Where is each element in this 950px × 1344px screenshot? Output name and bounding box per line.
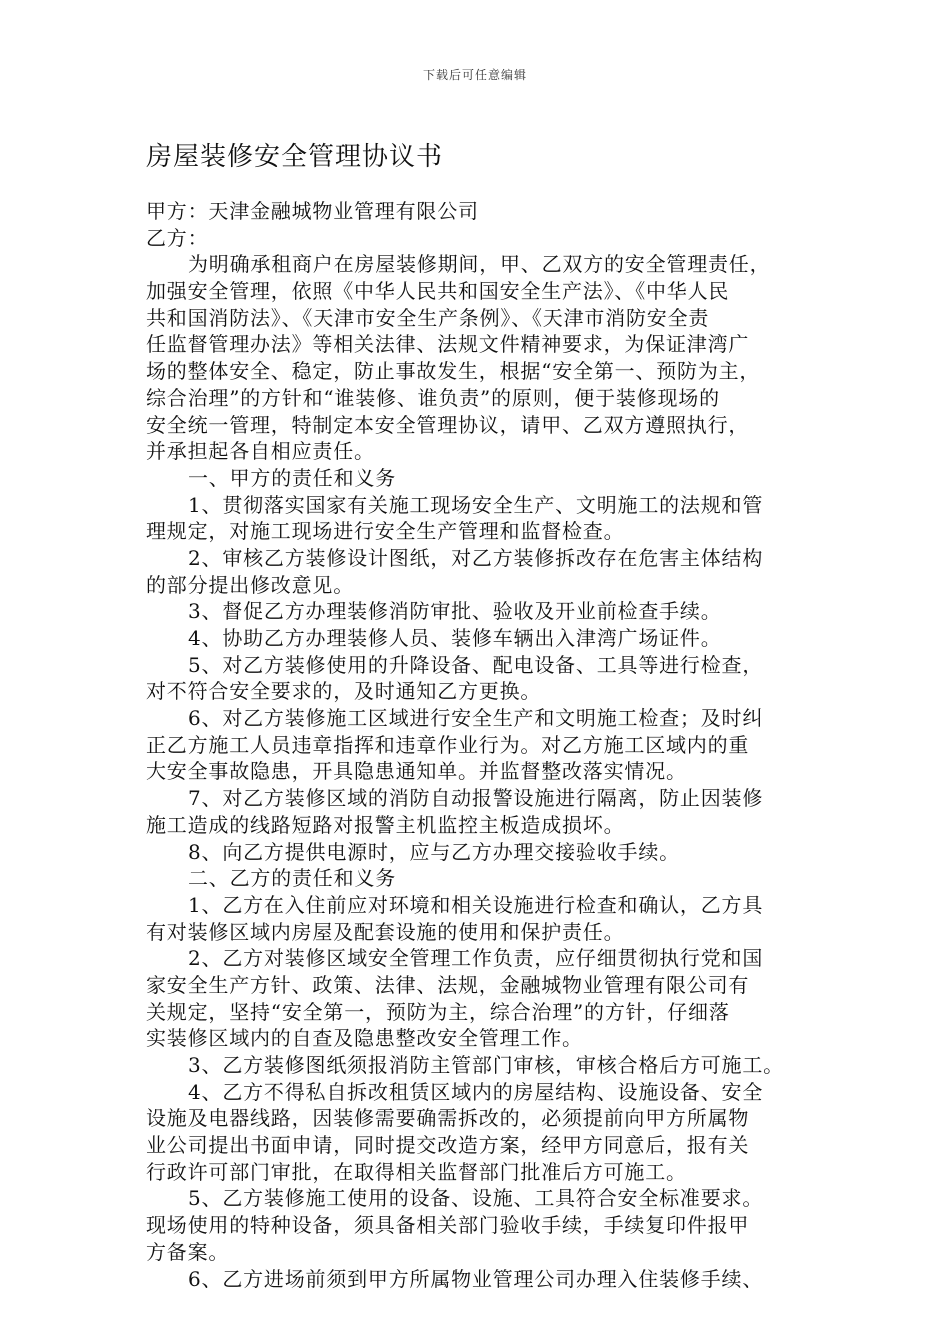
text-line: 现场使用的特种设备，须具备相关部门验收手续，手续复印件报甲: [146, 1213, 750, 1238]
text-line: 8、向乙方提供电源时，应与乙方办理交接验收手续。: [188, 839, 680, 864]
text-line: 为明确承租商户在房屋装修期间，甲、乙双方的安全管理责任，: [188, 252, 771, 277]
text-line: 关规定，坚持“安全第一，预防为主，综合治理”的方针，仔细落: [146, 999, 730, 1024]
text-line: 2、审核乙方装修设计图纸，对乙方装修拆改存在危害主体结构: [188, 545, 764, 570]
text-line: 大安全事故隐患，开具隐患通知单。并监督整改落实情况。: [146, 759, 687, 784]
text-line: 7、对乙方装修区域的消防自动报警设施进行隔离，防止因装修: [188, 786, 764, 811]
text-line: 任监督管理办法》等相关法律、法规文件精神要求，为保证津湾广: [146, 332, 750, 357]
text-line: 设施及电器线路，因装修需要确需拆改的，必须提前向甲方所属物: [146, 1106, 750, 1131]
text-line: 业公司提出书面申请，同时提交改造方案，经甲方同意后，报有关: [146, 1133, 750, 1158]
text-line: 4、乙方不得私自拆改租赁区域内的房屋结构、设施设备、安全: [188, 1079, 764, 1104]
text-line: 有对装修区域内房屋及配套设施的使用和保护责任。: [146, 919, 625, 944]
text-line: 正乙方施工人员违章指挥和违章作业行为。对乙方施工区域内的重: [146, 732, 750, 757]
text-line: 共和国消防法》、《天津市安全生产条例》、《天津市消防安全责: [146, 305, 710, 330]
text-line: 乙方：: [146, 225, 209, 250]
text-line: 并承担起各自相应责任。: [146, 439, 375, 464]
text-line: 6、对乙方装修施工区域进行安全生产和文明施工检查；及时纠: [188, 706, 764, 731]
text-line: 施工造成的线路短路对报警主机监控主板造成损坏。: [146, 812, 625, 837]
text-line: 加强安全管理，依照《中华人民共和国安全生产法》、《中华人民: [146, 279, 730, 304]
text-line: 一、甲方的责任和义务: [188, 465, 396, 490]
text-line: 甲方：天津金融城物业管理有限公司: [146, 199, 479, 223]
text-line: 场的整体安全、稳定，防止事故发生，根据“安全第一、预防为主，: [146, 359, 761, 384]
text-line: 的部分提出修改意见。: [146, 572, 354, 597]
text-line: 实装修区域内的自查及隐患整改安全管理工作。: [146, 1026, 583, 1051]
text-line: 综合治理”的方针和“谁装修、谁负责”的原则，便于装修现场的: [146, 385, 720, 410]
text-line: 5、对乙方装修使用的升降设备、配电设备、工具等进行检查，: [188, 652, 764, 677]
text-line: 理规定，对施工现场进行安全生产管理和监督检查。: [146, 519, 625, 544]
text-line: 3、乙方装修图纸须报消防主管部门审核，审核合格后方可施工。: [188, 1053, 784, 1077]
text-line: 方备案。: [146, 1239, 230, 1264]
text-line: 二、乙方的责任和义务: [188, 866, 396, 891]
text-line: 5、乙方装修施工使用的设备、设施、工具符合安全标准要求。: [188, 1186, 764, 1211]
document-title: 房屋装修安全管理协议书: [146, 142, 444, 172]
text-line: 安全统一管理，特制定本安全管理协议，请甲、乙双方遵照执行，: [146, 412, 750, 437]
text-line: 1、乙方在入住前应对环境和相关设施进行检查和确认，乙方具: [188, 892, 764, 917]
text-line: 家安全生产方针、政策、法律、法规，金融城物业管理有限公司有: [146, 972, 750, 997]
text-line: 3、督促乙方办理装修消防审批、验收及开业前检查手续。: [188, 599, 722, 624]
text-line: 2、乙方对装修区域安全管理工作负责，应仔细贯彻执行党和国: [188, 946, 764, 971]
text-line: 6、乙方进场前须到甲方所属物业管理公司办理入住装修手续、: [188, 1266, 764, 1291]
text-line: 4、协助乙方办理装修人员、装修车辆出入津湾广场证件。: [188, 626, 722, 650]
header-note: 下载后可任意编辑: [422, 68, 527, 82]
text-line: 行政许可部门审批，在取得相关监督部门批准后方可施工。: [146, 1159, 687, 1184]
document-body: [146, 198, 806, 1292]
text-line: 1、贯彻落实国家有关施工现场安全生产、文明施工的法规和管: [188, 492, 764, 517]
text-line: 对不符合安全要求的，及时通知乙方更换。: [146, 679, 542, 704]
